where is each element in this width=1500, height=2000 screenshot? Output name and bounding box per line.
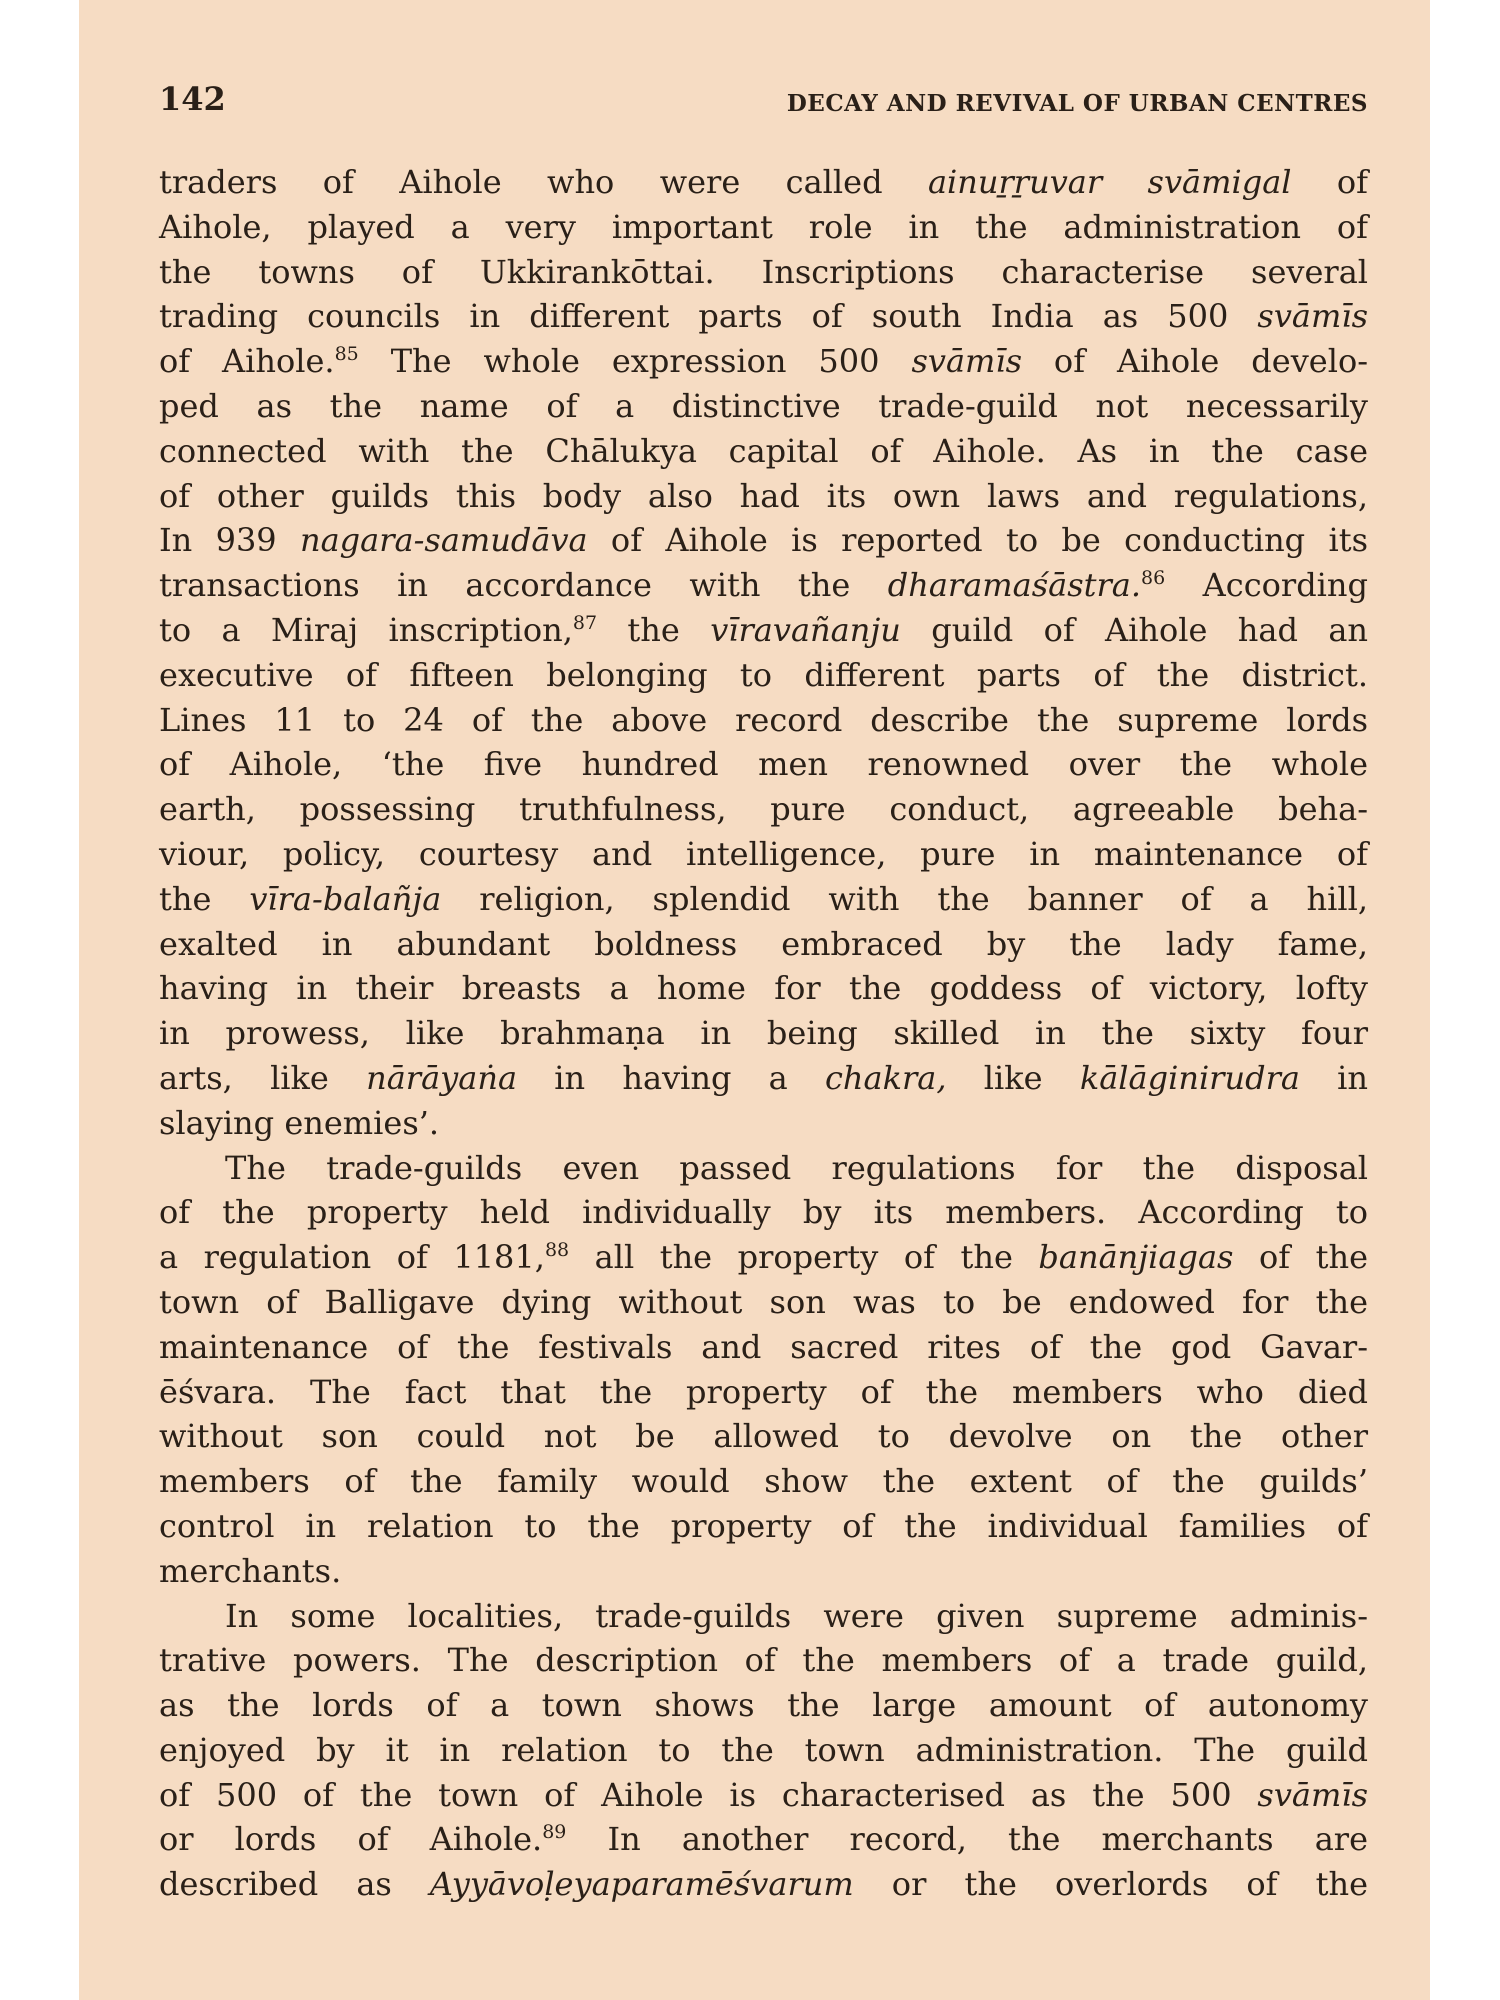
running-title: DECAY AND REVIVAL OF URBAN CENTRES bbox=[786, 90, 1368, 117]
text-line bbox=[159, 966, 1368, 1011]
body-text bbox=[159, 160, 1368, 1907]
text-run: enjoyed by it in relation to the town administration. The guild bbox=[159, 1730, 1368, 1769]
text-line bbox=[159, 1235, 1368, 1280]
text-line bbox=[159, 160, 1368, 205]
text-run: trading councils in different parts of south India as 500 bbox=[159, 297, 1258, 336]
text-line bbox=[159, 877, 1368, 922]
text-line bbox=[159, 384, 1368, 429]
text-run: guild of Aihole had an bbox=[900, 610, 1369, 649]
text-run: in prowess, like brahmaṇa in being skilled in the sixty four bbox=[159, 1014, 1368, 1053]
footnote-ref: 89 bbox=[542, 1821, 567, 1844]
italic-term: vīravañanju bbox=[710, 610, 901, 649]
text-line bbox=[159, 1190, 1368, 1235]
text-line bbox=[159, 1862, 1368, 1907]
text-run: all the property of the bbox=[569, 1238, 1039, 1277]
text-run: exalted in abundant boldness embraced by the lady fame, bbox=[159, 924, 1368, 963]
italic-term: ainuṟṟuvar svāmigal bbox=[927, 163, 1292, 201]
text-run: the towns of Ukkirankōttai. Inscriptions characterise several bbox=[159, 252, 1368, 291]
text-run: or lords of Aihole. bbox=[159, 1820, 543, 1859]
italic-term: nagara-samudāva bbox=[299, 521, 588, 560]
text-run: of other guilds this body also had its own laws and regulations, bbox=[159, 476, 1368, 515]
text-line bbox=[159, 1817, 1368, 1862]
text-run: slaying enemies’. bbox=[159, 1103, 440, 1142]
text-run: the bbox=[159, 879, 250, 918]
text-run: traders of Aihole who were called bbox=[159, 163, 928, 201]
text-run: to a Miraj inscription, bbox=[159, 610, 573, 649]
text-run: town of Balligave dying without son was to be endowed for the bbox=[159, 1282, 1368, 1321]
text-run: like bbox=[946, 1058, 1080, 1097]
italic-term: svāmīs bbox=[911, 342, 1023, 381]
footnote-ref: 88 bbox=[544, 1239, 570, 1262]
text-run: in having a bbox=[517, 1058, 825, 1097]
italic-term: nārāyaṅa bbox=[366, 1058, 518, 1097]
footnote-ref: 85 bbox=[334, 343, 359, 366]
text-line bbox=[159, 1280, 1368, 1325]
text-run: In 939 bbox=[159, 521, 300, 560]
italic-term: dharamaśāstra. bbox=[887, 566, 1142, 605]
text-line bbox=[159, 608, 1368, 653]
italic-term: vīra-balañja bbox=[249, 879, 442, 918]
text-line bbox=[159, 1325, 1368, 1370]
text-line bbox=[159, 1370, 1368, 1415]
text-line bbox=[159, 1459, 1368, 1504]
text-line bbox=[159, 518, 1368, 563]
text-line bbox=[159, 474, 1368, 519]
italic-term: svāmīs bbox=[1257, 297, 1368, 336]
text-line bbox=[159, 1638, 1368, 1683]
text-line bbox=[159, 1504, 1368, 1549]
text-run: without son could not be allowed to devolve on the other bbox=[159, 1417, 1368, 1456]
text-line bbox=[159, 832, 1368, 877]
text-run: viour, policy, courtesy and intelligence, pure in maintenance of bbox=[159, 834, 1368, 873]
italic-term: svāmīs bbox=[1257, 1775, 1368, 1814]
text-line bbox=[159, 1773, 1368, 1818]
text-run: in bbox=[1299, 1058, 1369, 1097]
text-line bbox=[159, 1549, 1368, 1594]
text-line bbox=[159, 1011, 1368, 1056]
text-run: executive of fifteen belonging to different parts of the district. bbox=[159, 655, 1368, 694]
footnote-ref: 87 bbox=[572, 611, 598, 634]
text-run: a regulation of 1181, bbox=[159, 1238, 545, 1277]
text-line bbox=[159, 787, 1368, 832]
text-line bbox=[159, 1101, 1368, 1146]
italic-term: Ayyāvoḷeyaparamēśvarum bbox=[429, 1865, 854, 1904]
text-run: of Aihole. bbox=[159, 342, 335, 381]
text-line bbox=[159, 698, 1368, 743]
text-run: Lines 11 to 24 of the above record describe the supreme lords bbox=[159, 700, 1368, 739]
text-line bbox=[159, 922, 1368, 967]
text-line bbox=[159, 250, 1368, 295]
text-run: of Aihole develo- bbox=[1022, 342, 1369, 381]
text-run: the bbox=[597, 610, 711, 649]
text-run: of Aihole, ‘the five hundred men renowned over the whole bbox=[159, 745, 1368, 784]
text-run: The trade-guilds even passed regulations for the disposal bbox=[225, 1148, 1368, 1187]
text-line bbox=[159, 653, 1368, 698]
footnote-ref: 86 bbox=[1141, 567, 1166, 590]
text-run: In some localities, trade-guilds were given supreme adminis- bbox=[225, 1596, 1368, 1635]
text-run: of the bbox=[1233, 1238, 1369, 1277]
text-run: transactions in accordance with the bbox=[159, 566, 888, 605]
text-run: In another record, the merchants are bbox=[566, 1820, 1368, 1859]
text-run: arts, like bbox=[159, 1058, 367, 1097]
text-line bbox=[159, 1594, 1368, 1639]
text-run: trative powers. The description of the members of a trade guild, bbox=[159, 1641, 1368, 1680]
text-line bbox=[159, 339, 1368, 384]
text-run: maintenance of the festivals and sacred rites of the god Gavar- bbox=[159, 1327, 1368, 1366]
italic-term: chakra, bbox=[825, 1058, 947, 1097]
text-run: of Aihole is reported to be conducting its bbox=[587, 521, 1368, 560]
text-line bbox=[159, 1683, 1368, 1728]
text-run: of 500 of the town of Aihole is characterised as the 500 bbox=[159, 1775, 1258, 1814]
text-run: as the lords of a town shows the large amount of autonomy bbox=[159, 1686, 1368, 1725]
italic-term: kālāginirudra bbox=[1079, 1058, 1300, 1097]
text-run: members of the family would show the extent of the guilds’ bbox=[159, 1462, 1368, 1501]
text-line bbox=[159, 294, 1368, 339]
text-run: or the overlords of the bbox=[853, 1865, 1368, 1904]
text-run: connected with the Chālukya capital of Aihole. As in the case bbox=[159, 431, 1368, 470]
text-run: of the property held individually by its members. According to bbox=[159, 1193, 1368, 1232]
text-run: earth, possessing truthfulness, pure conduct, agreeable beha- bbox=[159, 790, 1368, 829]
text-run: Aihole, played a very important role in the administration of bbox=[159, 207, 1368, 246]
text-line bbox=[159, 563, 1368, 608]
text-line bbox=[159, 742, 1368, 787]
text-run: merchants. bbox=[159, 1551, 342, 1590]
text-line bbox=[159, 1728, 1368, 1773]
text-run: described as bbox=[159, 1865, 430, 1904]
italic-term: banānjiagas bbox=[1038, 1238, 1234, 1277]
text-line bbox=[159, 1414, 1368, 1459]
text-run: control in relation to the property of the individual families of bbox=[159, 1506, 1368, 1545]
text-run: religion, splendid with the banner of a hill, bbox=[441, 879, 1369, 918]
book-page bbox=[79, 0, 1430, 2000]
text-run: having in their breasts a home for the goddess of victory, lofty bbox=[159, 969, 1368, 1008]
text-run: The whole expression 500 bbox=[358, 342, 912, 381]
text-line bbox=[159, 429, 1368, 474]
text-run: ēśvara. The fact that the property of the members who died bbox=[159, 1372, 1368, 1411]
text-line bbox=[159, 1056, 1368, 1101]
text-run: According bbox=[1165, 566, 1369, 605]
text-run: ped as the name of a distinctive trade-guild not necessarily bbox=[159, 386, 1368, 425]
page-number: 142 bbox=[159, 80, 226, 118]
text-line bbox=[159, 205, 1368, 250]
text-run: of bbox=[1291, 163, 1369, 201]
text-line bbox=[159, 1146, 1368, 1191]
